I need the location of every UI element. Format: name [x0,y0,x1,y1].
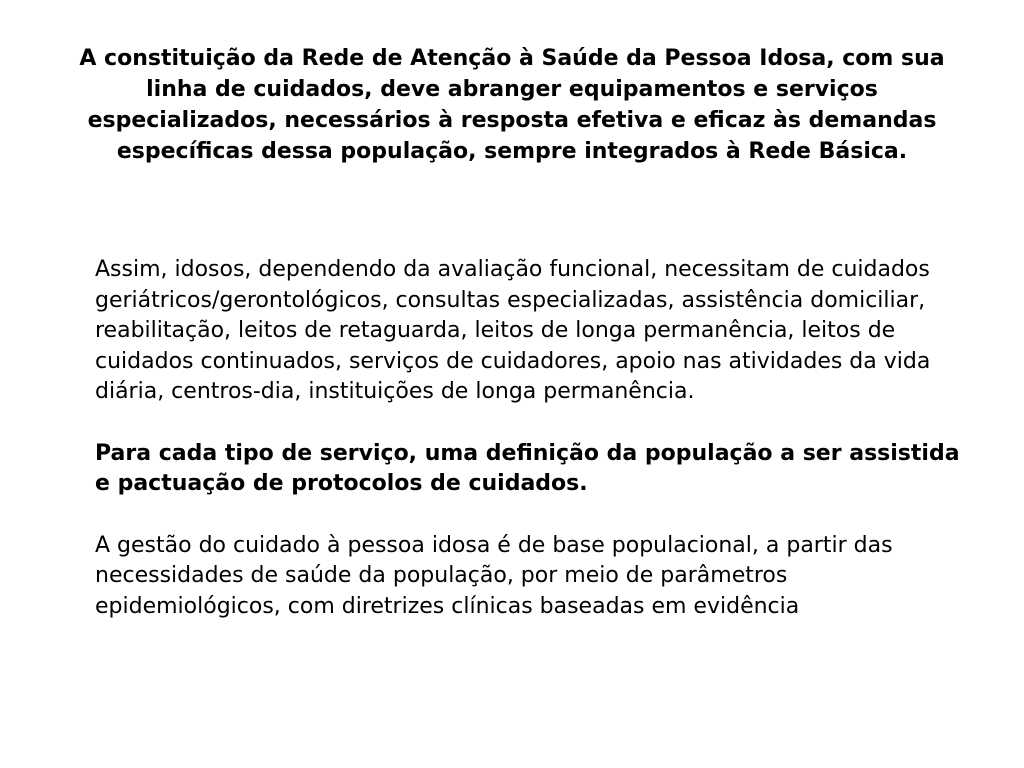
paragraph-services-list: Assim, idosos, dependendo da avaliação funcional, necessitam de cuidados geriátricos/gerontológicos, consultas especializadas, assistência domiciliar, reabilitação, leitos de retaguarda, leitos de longa permanência, leitos de cuidados continuados, serviços de cuidadores, apoio nas atividades da vida diária, centros-dia, instituições de longa permanência. [95,257,931,404]
paragraph-care-management: A gestão do cuidado à pessoa idosa é de base populacional, a partir das necessidades de saúde da população, por meio de parâmetros epidemiológicos, com diretrizes clínicas baseadas em evidência [95,532,893,619]
slide-heading: A constituição da Rede de Atenção à Saúde da Pessoa Idosa, com sua linha de cuidados, deve abranger equipamentos e serviços especializados, necessários à resposta efetiva e eficaz às demandas específicas dessa população, sempre integrados à Rede Básica. [79,46,945,164]
slide-body [95,255,965,653]
paragraph-service-definition: Para cada tipo de serviço, uma definição da população a ser assistida e pactuação de protocolos de cuidados. [95,440,960,496]
